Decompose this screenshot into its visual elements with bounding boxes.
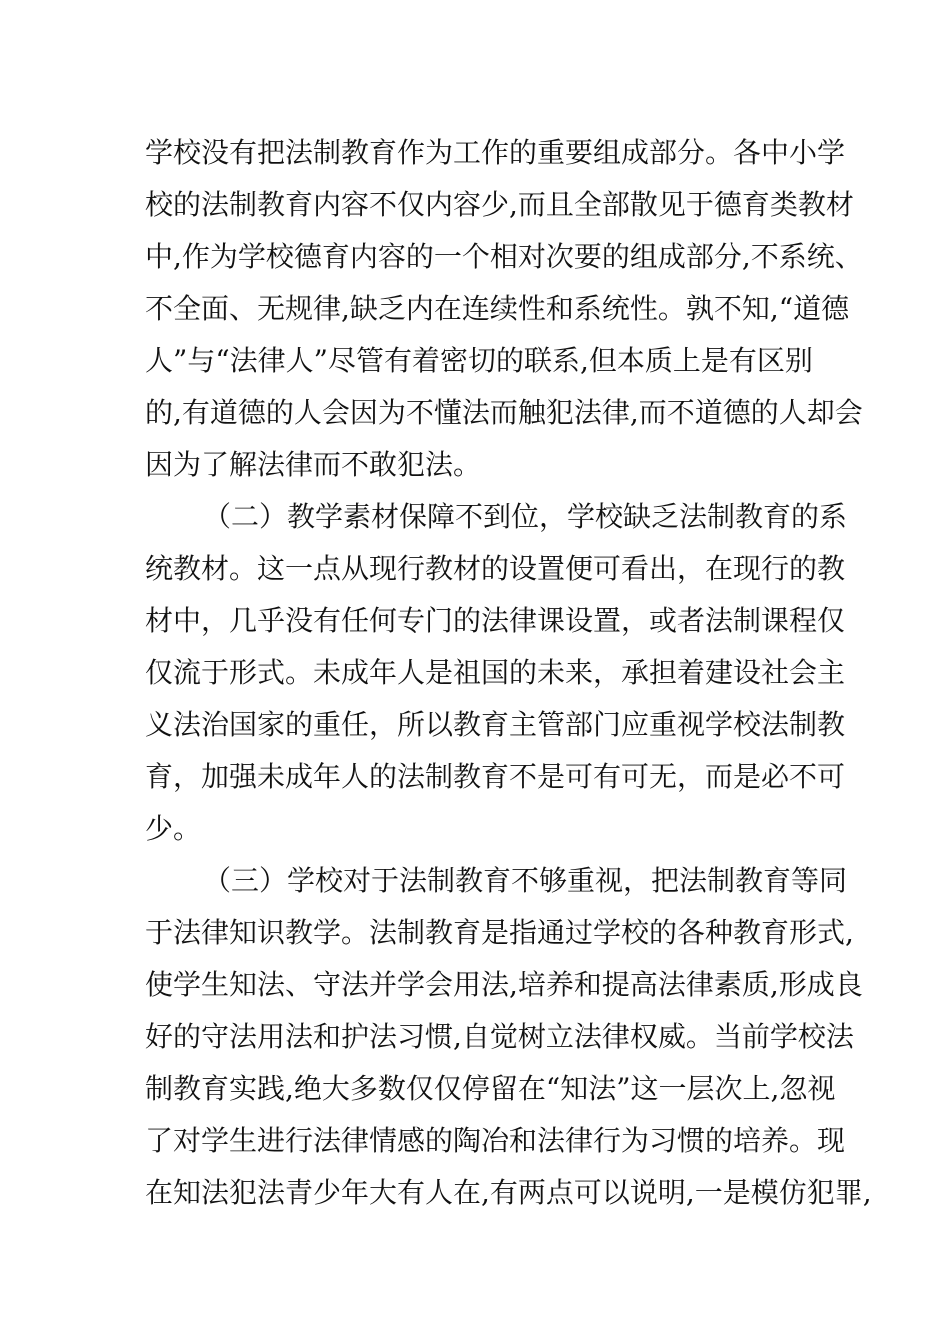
text-line: 好的守法用法和护法习惯,自觉树立法律权威。当前学校法 xyxy=(145,1020,854,1053)
text-line: 因为了解法律而不敢犯法。 xyxy=(145,448,482,481)
text-line: 材中，几乎没有任何专门的法律课设置，或者法制课程仅 xyxy=(145,604,846,637)
text-line: （二）教学素材保障不到位，学校缺乏法制教育的系 xyxy=(203,500,848,533)
text-line: 的,有道德的人会因为不懂法而触犯法律,而不道德的人却会 xyxy=(145,396,863,429)
text-line: 统教材。这一点从现行教材的设置便可看出，在现行的教 xyxy=(145,552,846,585)
text-line: 中,作为学校德育内容的一个相对次要的组成部分,不系统、 xyxy=(145,240,863,273)
text-line: 了对学生进行法律情感的陶冶和法律行为习惯的培养。现 xyxy=(145,1124,846,1157)
text-line: 制教育实践,绝大多数仅仅停留在“知法”这一层次上,忽视 xyxy=(145,1072,836,1105)
text-line: 学校没有把法制教育作为工作的重要组成部分。各中小学 xyxy=(145,136,846,169)
text-line: 不全面、无规律,缺乏内在连续性和系统性。孰不知,“道德 xyxy=(145,292,850,325)
text-line: 少。 xyxy=(145,812,202,845)
text-line: 人”与“法律人”尽管有着密切的联系,但本质上是有区别 xyxy=(145,344,813,377)
text-line: 于法律知识教学。法制教育是指通过学校的各种教育形式, xyxy=(145,916,854,949)
text-line: 育，加强未成年人的法制教育不是可有可无，而是必不可 xyxy=(145,760,846,793)
text-line: 仅流于形式。未成年人是祖国的未来，承担着建设社会主 xyxy=(145,656,846,689)
text-line: 使学生知法、守法并学会用法,培养和提高法律素质,形成良 xyxy=(145,968,863,1001)
text-line: 在知法犯法青少年大有人在,有两点可以说明,一是模仿犯罪, xyxy=(145,1176,872,1209)
text-line: （三）学校对于法制教育不够重视，把法制教育等同 xyxy=(203,864,848,897)
text-line: 义法治国家的重任，所以教育主管部门应重视学校法制教 xyxy=(145,708,846,741)
text-line: 校的法制教育内容不仅内容少,而且全部散见于德育类教材 xyxy=(145,188,854,221)
